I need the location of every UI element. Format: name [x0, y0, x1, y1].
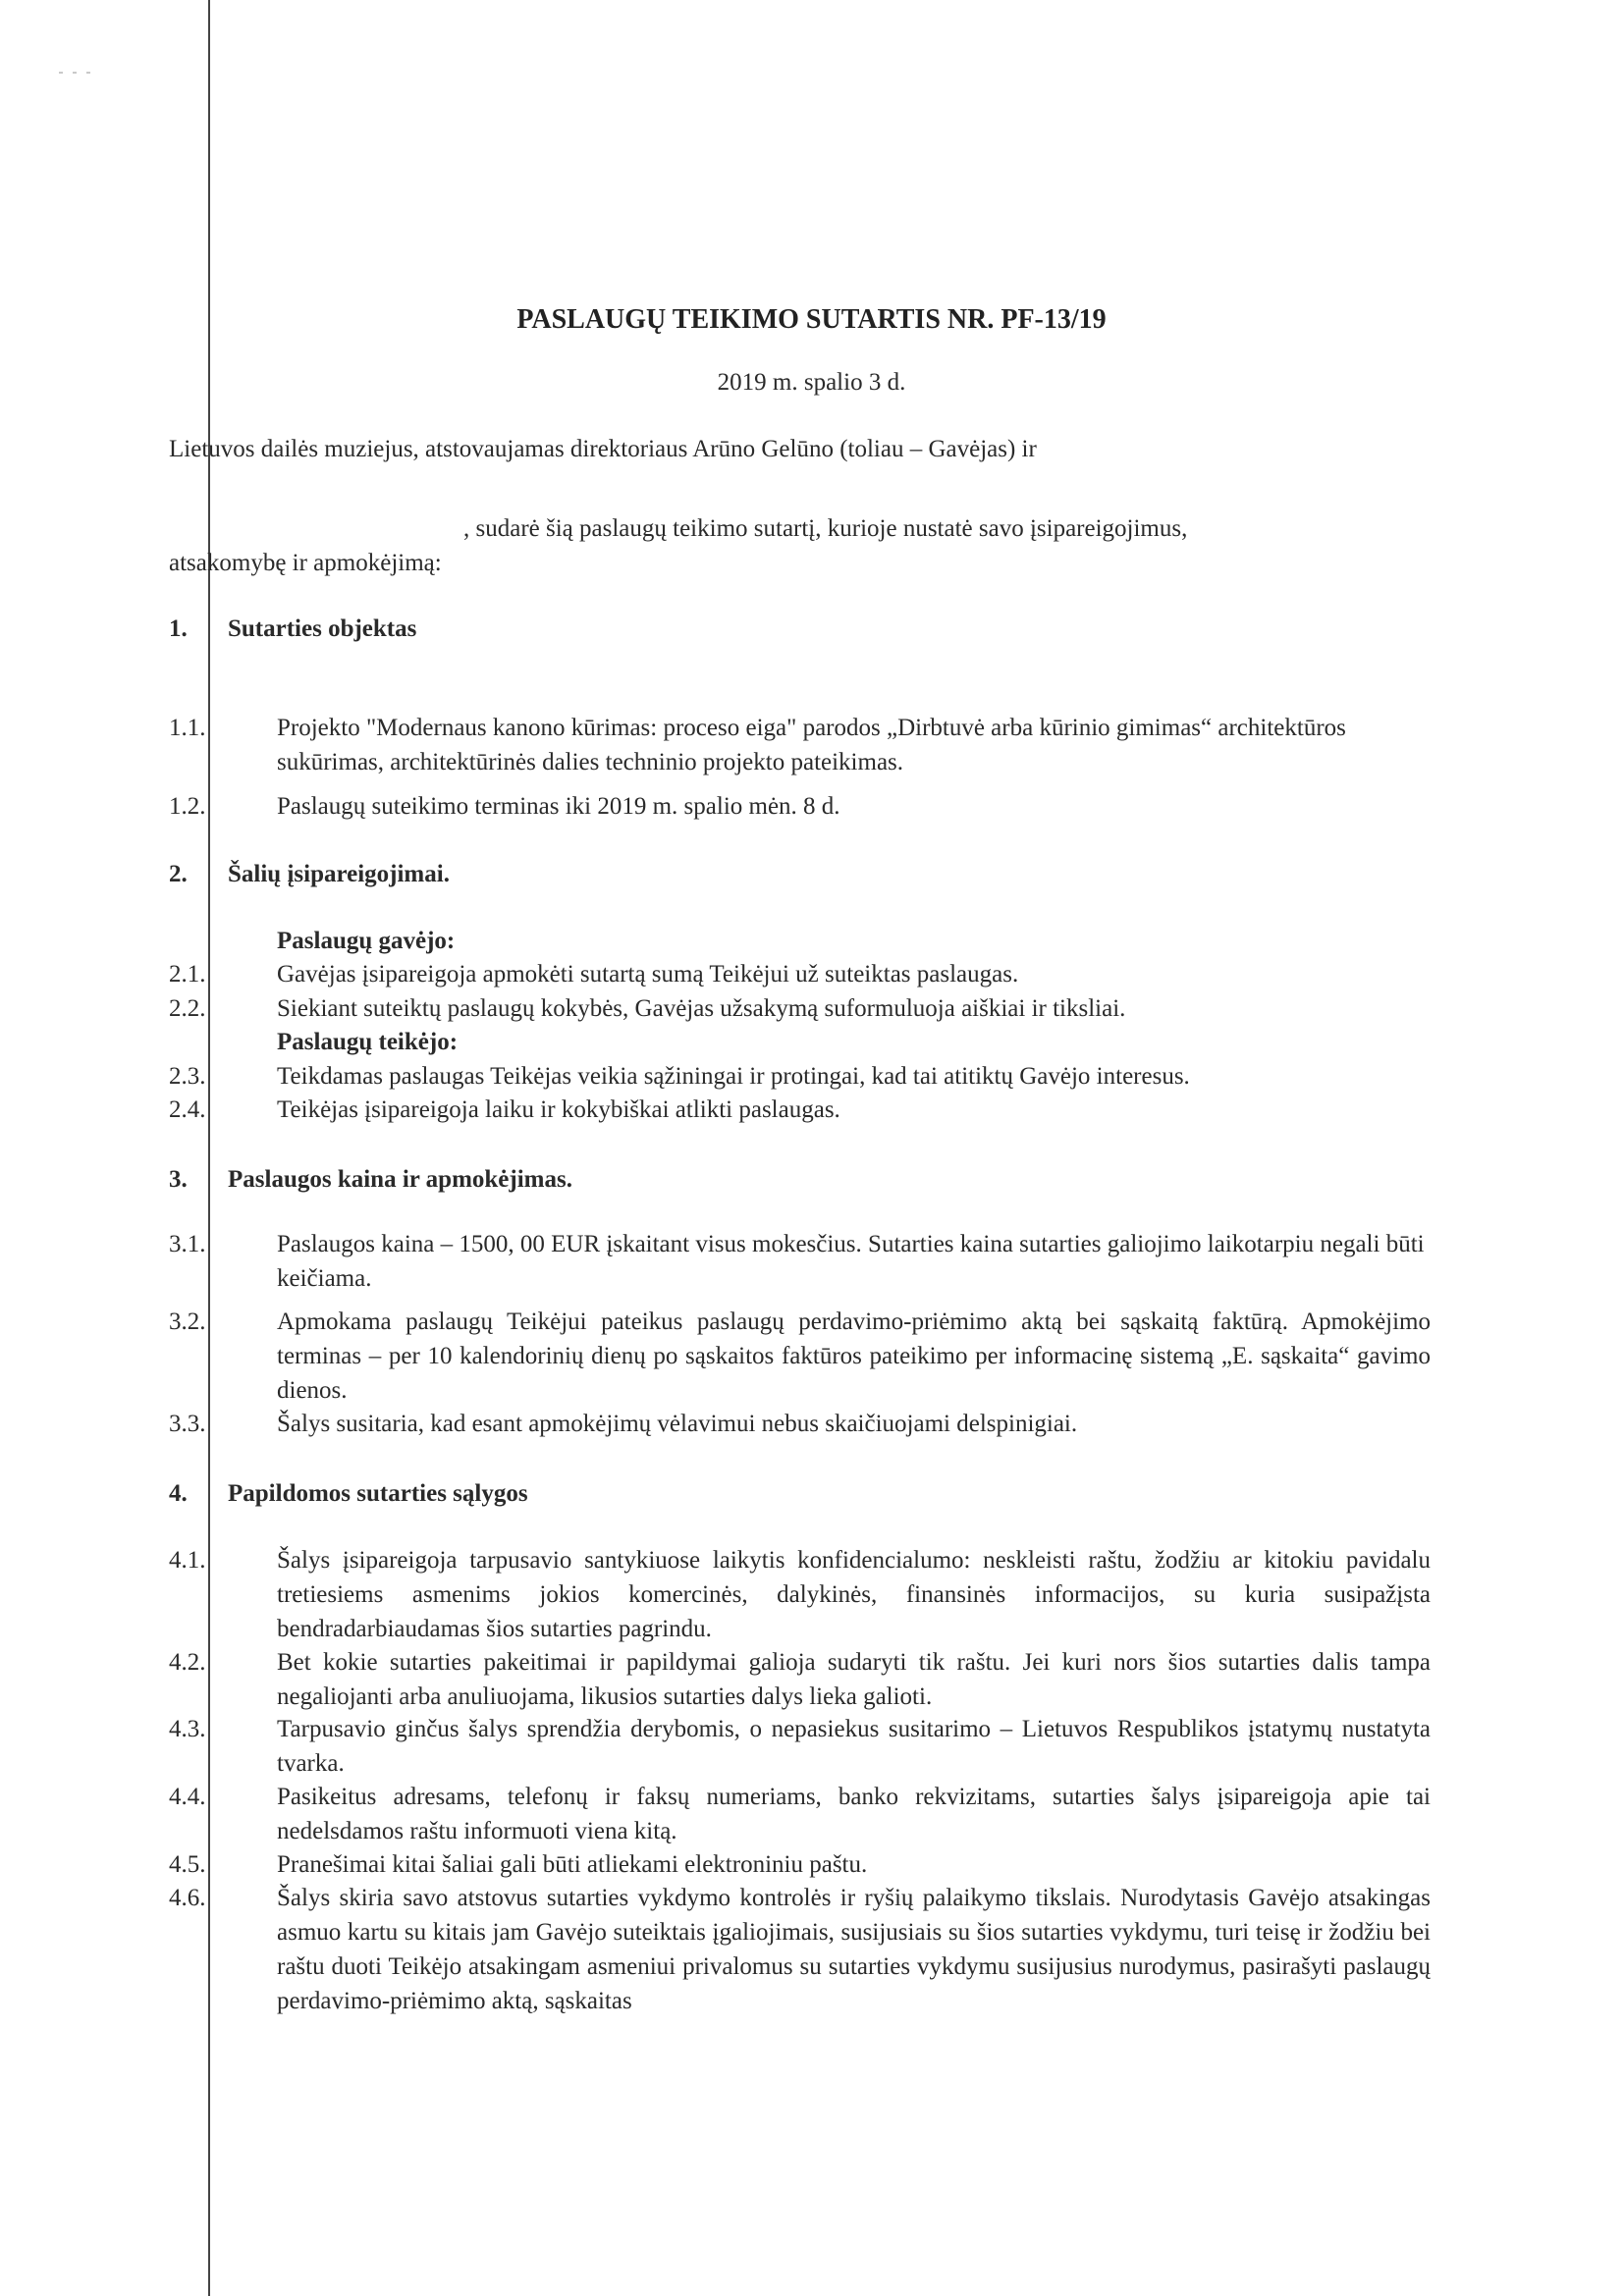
- item-2-2-text: Siekiant suteiktų paslaugų kokybės, Gavėjas užsakymą suformuluoja aiškiai ir tiksliai.: [277, 995, 1126, 1022]
- section-4-title: Papildomos sutarties sąlygos: [228, 1480, 528, 1507]
- item-2-3-text: Teikdamas paslaugas Teikėjas veikia sąžiningai ir protingai, kad tai atitiktų Gavėjo interesus.: [277, 1063, 1190, 1090]
- section-1-number: 1.: [169, 615, 188, 642]
- section-1-title: Sutarties objektas: [228, 615, 417, 642]
- document-date: 2019 m. spalio 3 d.: [717, 369, 906, 396]
- binding-margin-line: [208, 0, 210, 2296]
- item-2-3-number: 2.3.: [169, 1063, 206, 1090]
- item-4-1-text: Šalys įsipareigoja tarpusavio santykiuose laikytis konfidencialumo: neskleisti raštu, žodžiu ar kitokiu pavidalu tretiesiems asmenims jokios komercinės, dalykinės, finansinės informacijos, su kuria susipažįsta bendradarbiaudamas šios sutarties pagrindu.: [277, 1547, 1431, 1642]
- item-4-6-text: Šalys skiria savo atstovus sutarties vykdymo kontrolės ir ryšių palaikymo tikslais. Nurodytasis Gavėjo atsakingas asmuo kartu su kitais jam Gavėjo suteiktais įgaliojimais, susijusiais su šios sutarties vykdymu, turi teisę ir žodžiu bei raštu duoti Teikėjo atsakingam asmeniui privalomus su sutarties vykdymu susijusius nurodymus, pasirašyti paslaugų perdavimo-priėmimo aktą, sąskaitas: [277, 1885, 1431, 2014]
- item-3-3-number: 3.3.: [169, 1411, 206, 1437]
- intro-line-3: atsakomybę ir apmokėjimą:: [169, 550, 442, 576]
- item-1-2-number: 1.2.: [169, 793, 206, 820]
- item-4-4-text: Pasikeitus adresams, telefonų ir faksų numeriams, banko rekvizitams, sutarties šalys įsipareigoja apie tai nedelsdamos raštu informuoti viena kitą.: [277, 1784, 1431, 1844]
- item-2-4-text: Teikėjas įsipareigoja laiku ir kokybiškai atlikti paslaugas.: [277, 1096, 840, 1123]
- item-4-3-text: Tarpusavio ginčus šalys sprendžia derybomis, o nepasiekus susitarimo – Lietuvos Respublikos įstatymų nustatyta tvarka.: [277, 1716, 1431, 1777]
- item-2-1-number: 2.1.: [169, 961, 206, 988]
- section-2-number: 2.: [169, 861, 188, 887]
- subhead-service-provider: Paslaugų teikėjo:: [277, 1029, 459, 1055]
- scan-speckle: [59, 49, 118, 55]
- item-4-1-number: 4.1.: [169, 1547, 206, 1574]
- section-3-title: Paslaugos kaina ir apmokėjimas.: [228, 1166, 572, 1193]
- intro-line-1: Lietuvos dailės muziejus, atstovaujamas direktoriaus Arūno Gelūno (toliau – Gavėjas) ir: [169, 436, 1037, 462]
- item-4-4-number: 4.4.: [169, 1784, 206, 1810]
- intro-line-2-text: , sudarė šią paslaugų teikimo sutartį, kurioje nustatė savo įsipareigojimus,: [463, 515, 1188, 542]
- item-3-3-text: Šalys susitaria, kad esant apmokėjimų vėlavimui nebus skaičiuojami delspinigiai.: [277, 1411, 1078, 1437]
- item-3-1-number: 3.1.: [169, 1231, 206, 1257]
- item-3-2-number: 3.2.: [169, 1308, 206, 1335]
- item-2-2-number: 2.2.: [169, 995, 206, 1022]
- item-4-6-number: 4.6.: [169, 1885, 206, 1911]
- item-4-3-number: 4.3.: [169, 1716, 206, 1742]
- item-1-1-text: Projekto "Modernaus kanono kūrimas: proceso eiga" parodos „Dirbtuvė arba kūrinio gimimas“ architektūros sukūrimas, architektūrinės dalies techninio projekto pateikimas.: [277, 715, 1346, 775]
- section-4-number: 4.: [169, 1480, 188, 1507]
- section-3-number: 3.: [169, 1166, 188, 1193]
- item-2-4-number: 2.4.: [169, 1096, 206, 1123]
- section-2-title: Šalių įsipareigojimai.: [228, 861, 450, 887]
- item-2-1-text: Gavėjas įsipareigoja apmokėti sutartą sumą Teikėjui už suteiktas paslaugas.: [277, 961, 1019, 988]
- item-4-5-text: Pranešimai kitai šaliai gali būti atliekami elektroniniu paštu.: [277, 1851, 868, 1878]
- item-4-2-text: Bet kokie sutarties pakeitimai ir papildymai galioja sudaryti tik raštu. Jei kuri nors šios sutarties dalis tampa negaliojanti arba anuliuojama, likusios sutarties dalys lieka galioti.: [277, 1649, 1431, 1710]
- item-4-2-number: 4.2.: [169, 1649, 206, 1676]
- item-1-2-text: Paslaugų suteikimo terminas iki 2019 m. spalio mėn. 8 d.: [277, 793, 840, 820]
- item-4-5-number: 4.5.: [169, 1851, 206, 1878]
- item-1-1-number: 1.1.: [169, 715, 206, 741]
- document-title: PASLAUGŲ TEIKIMO SUTARTIS NR. PF-13/19: [516, 304, 1107, 335]
- item-3-1-text: Paslaugos kaina – 1500, 00 EUR įskaitant visus mokesčius. Sutarties kaina sutarties galiojimo laikotarpiu negali būti keičiama.: [277, 1231, 1425, 1292]
- subhead-service-recipient: Paslaugų gavėjo:: [277, 928, 456, 954]
- item-3-2-text: Apmokama paslaugų Teikėjui pateikus paslaugų perdavimo-priėmimo aktą bei sąskaitą faktūrą. Apmokėjimo terminas – per 10 kalendorinių dienų po sąskaitos faktūros pateikimo per informacinę sistemą „E. sąskaita“ gavimo dienos.: [277, 1308, 1431, 1404]
